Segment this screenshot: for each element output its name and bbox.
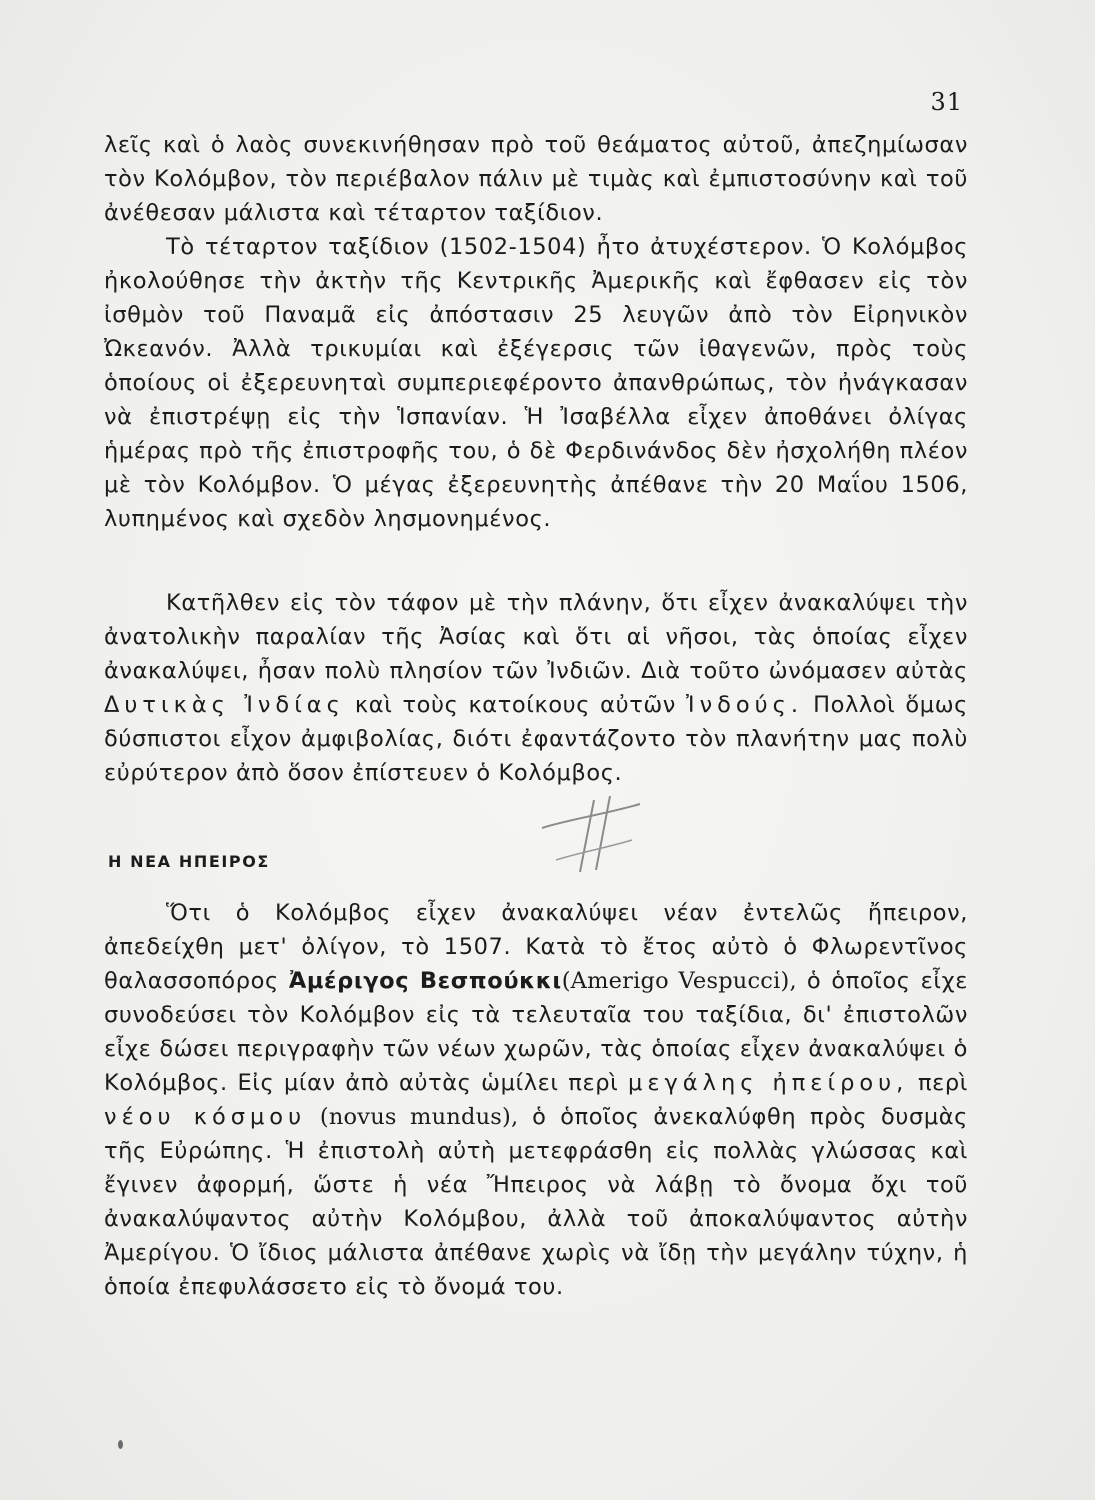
text-run: περὶ: [917, 1070, 968, 1096]
paragraph-columbus-error: [104, 586, 968, 790]
emphasis-great-continent: μεγάλης ἠπείρου,: [628, 1070, 909, 1096]
section-heading: Η ΝΕΑ ΗΠΕΙΡΟΣ: [108, 852, 270, 871]
text-run: ὁ ὁποῖος εἶχε συνοδεύσει τὸν Κολόμβον εἰς τὰ τελευταῖα του ταξίδια, δι' ἐπιστολῶν εἶχε δώσει περιγραφὴν τῶν νέων χωρῶν, τὰς ὁποίας εἶχεν ἀνακαλύψει ὁ Κολόμβος. Εἰς μίαν ἀπὸ αὐτὰς ὡμίλει περὶ: [104, 968, 968, 1096]
page-number: 31: [930, 88, 963, 116]
emphasis-west-indies: Δυτικὰς Ἰνδίας: [104, 692, 345, 718]
paragraph-fourth-voyage: Τὸ τέταρτον ταξίδιον (1502-1504) ἦτο ἀτυχέστερον. Ὁ Κολόμβος ἠκολούθησε τὴν ἀκτὴν τῆς Κεντρικῆς Ἀμερικῆς καὶ ἔφθασεν εἰς τὸν ἰσθμὸν τοῦ Παναμᾶ εἰς ἀπόστασιν 25 λευγῶν ἀπὸ τὸν Εἰρηνικὸν Ὠκεανόν. Ἀλλὰ τρικυμίαι καὶ ἐξέγερσις τῶν ἰθαγενῶν, πρὸς τοὺς ὁποίους οἱ ἐξερευνηταὶ συμπεριεφέροντο ἀπανθρώπως, τὸν ἠνάγκασαν νὰ ἐπιστρέψῃ εἰς τὴν Ἱσπανίαν. Ἡ Ἰσαβέλλα εἶχεν ἀποθάνει ὀλίγας ἡμέρας πρὸ τῆς ἐπιστροφῆς του, ὁ δὲ Φερδινάνδος δὲν ἠσχολήθη πλέον μὲ τὸν Κολόμβον. Ὁ μέγας ἐξερευνητὴς ἀπέθανε τὴν 20 Μαΐου 1506, λυπημένος καὶ σχεδὸν λησμονημένος.: [104, 234, 968, 532]
continued-text-block: [104, 128, 968, 536]
emphasis-new-world: νέου κόσμου: [104, 1104, 307, 1130]
text-run: καὶ τοὺς κατοίκους αὐτῶν: [354, 692, 676, 718]
latin-novus-mundus: (novus mundus),: [319, 1104, 519, 1130]
paragraph-continuation: λεῖς καὶ ὁ λαὸς συνεκινήθησαν πρὸ τοῦ θεάματος αὐτοῦ, ἀπεζημίωσαν τὸν Κολόμβον, τὸν περιέβαλον πάλιν μὲ τιμὰς καὶ ἐμπιστοσύνην καὶ τοῦ ἀνέθεσαν μάλιστα καὶ τέταρτον ταξίδιον.: [104, 132, 968, 226]
latin-name-amerigo: (Amerigo Vespucci),: [561, 968, 797, 994]
name-amerigo-bold: Ἀμέριγος Βεσπούκκι: [288, 968, 562, 994]
text-run: Κατῆλθεν εἰς τὸν τάφον μὲ τὴν πλάνην, ὅτι εἶχεν ἀνακαλύψει τὴν ἀνατολικὴν παραλίαν τῆς Ἀσίας καὶ ὅτι αἱ νῆσοι, τὰς ὁποίας εἶχεν ἀνακαλύψει, ἦσαν πολὺ πλησίον τῶν Ἰνδιῶν. Διὰ τοῦτο ὠνόμασεν αὐτὰς: [104, 590, 968, 684]
text-run: ὁ ὁποῖος ἀνεκαλύφθη πρὸς δυσμὰς τῆς Εὐρώπης. Ἡ ἐπιστολὴ αὐτὴ μετεφράσθη εἰς πολλὰς γλώσσας καὶ ἔγινεν ἀφορμή, ὥστε ἡ νέα Ἤπειρος νὰ λάβῃ τὸ ὄνομα ὄχι τοῦ ἀνακαλύψαντος αὐτὴν Κολόμβου, ἀλλὰ τοῦ ἀποκαλύψαντος αὐτὴν Ἀμερίγου. Ὁ ἴδιος μάλιστα ἀπέθανε χωρὶς νὰ ἴδῃ τὴν μεγάλην τύχην, ἡ ὁποία ἐπεφυλάσσετο εἰς τὸ ὄνομά του.: [104, 1104, 968, 1300]
emphasis-indians: Ἰνδούς.: [686, 692, 804, 718]
error-paragraph-block: [104, 586, 968, 790]
ink-speck: [118, 1440, 123, 1449]
paragraph-new-continent: [104, 896, 968, 1304]
text-run: Πολλοὶ ὅμως δύσπιστοι εἶχον ἀμφιβολίας, διότι ἐφαντάζοντο τὸν πλανήτην μας πολὺ εὐρύτερον ἀπὸ ὅσον ἐπίστευεν ὁ Κολόμβος.: [104, 692, 968, 786]
text-run: Ὅτι ὁ Κολόμβος εἶχεν ἀνακαλύψει νέαν ἐντελῶς ἤπειρον, ἀπεδείχθη μετ' ὀλίγον, τὸ 1507. Κατὰ τὸ ἔτος αὐτὸ ὁ Φλωρεντῖνος θαλασσοπόρος: [104, 900, 968, 994]
pencil-mark: [536, 790, 646, 880]
new-continent-block: [104, 896, 968, 1304]
